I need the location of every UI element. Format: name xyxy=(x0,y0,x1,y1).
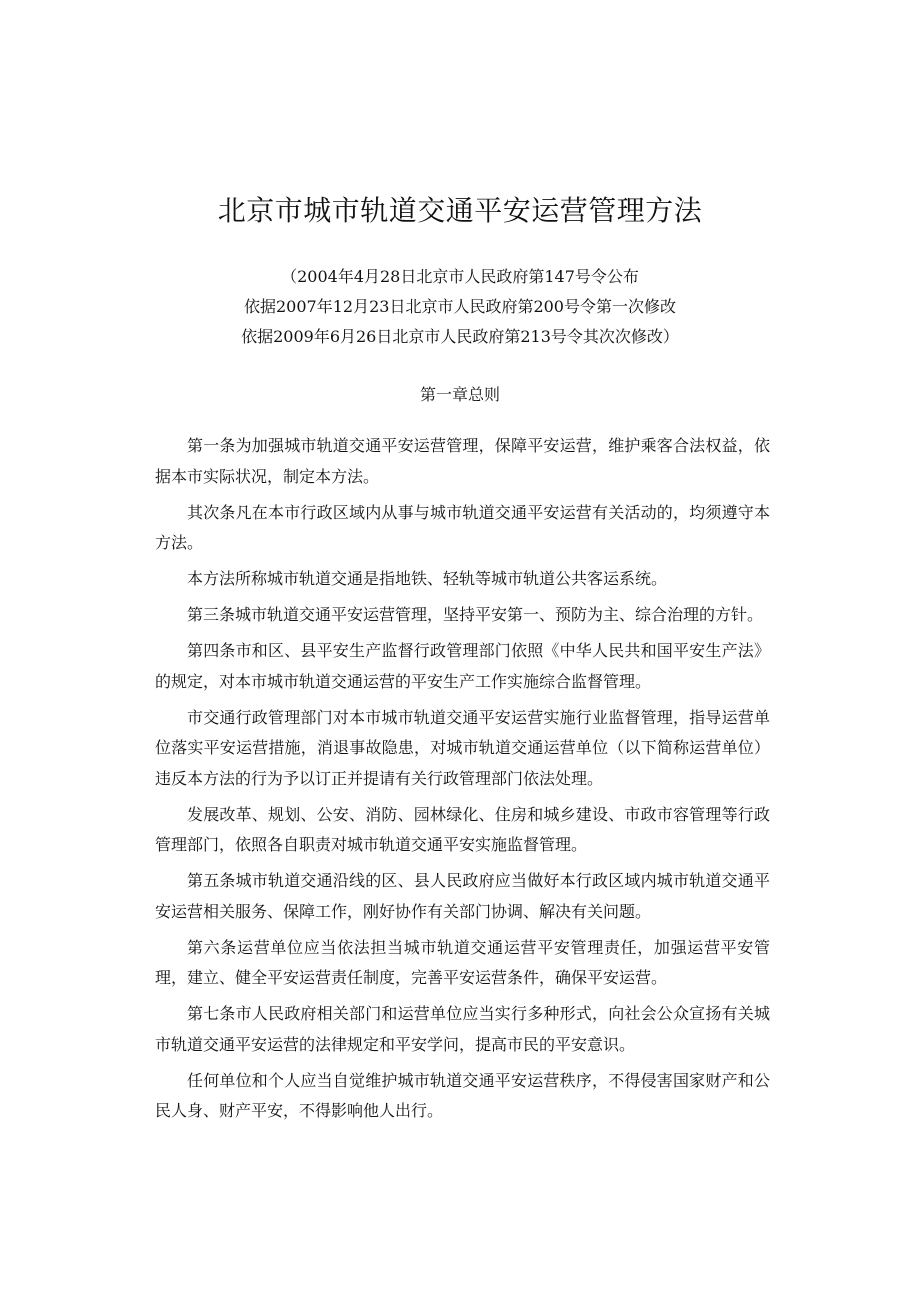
amendment-line-first: 依据2007年12月23日北京市人民政府第200号令第一次修改 xyxy=(244,297,676,316)
document-body xyxy=(155,431,770,1132)
article-4-paragraph-3: 发展改革、规划、公安、消防、园林绿化、住房和城乡建设、市政市容管理等行政管理部门，依照各自职责对城市轨道交通平安实施监督管理。 xyxy=(155,804,770,854)
article-2: 其次条凡在本市行政区域内从事与城市轨道交通平安运营有关活动的，均须遵守本方法。 xyxy=(155,502,770,552)
article-1: 第一条为加强城市轨道交通平安运营管理，保障平安运营，维护乘客合法权益，依据本市实际状况，制定本方法。 xyxy=(155,436,770,486)
promulgation-line: （2004年4月28日北京市人民政府第147号令公布 xyxy=(281,267,639,286)
article-3: 第三条城市轨道交通平安运营管理，坚持平安第一、预防为主、综合治理的方针。 xyxy=(187,605,764,624)
article-7: 第七条市人民政府相关部门和运营单位应当实行多种形式，向社会公众宣扬有关城市轨道交通平安运营的法律规定和平安学问，提高市民的平安意识。 xyxy=(155,1004,770,1054)
article-4-paragraph-2: 市交通行政管理部门对本市城市轨道交通平安运营实施行业监督管理，指导运营单位落实平安运营措施，消退事故隐患，对城市轨道交通运营单位（以下简称运营单位）违反本方法的行为予以订正并提请有关行政管理部门依法处理。 xyxy=(155,707,770,788)
document-title: 北京市城市轨道交通平安运营管理方法 xyxy=(217,194,703,227)
promulgation-note xyxy=(0,262,920,352)
article-2-definition: 本方法所称城市轨道交通是指地铁、轻轨等城市轨道公共客运系统。 xyxy=(187,569,668,588)
amendment-line-second: 依据2009年6月26日北京市人民政府第213号令其次次修改） xyxy=(241,327,679,346)
chapter-heading: 第一章总则 xyxy=(419,385,500,404)
article-5: 第五条城市轨道交通沿线的区、县人民政府应当做好本行政区域内城市轨道交通平安运营相关服务、保障工作，刚好协作有关部门协调、解决有关问题。 xyxy=(155,871,770,921)
article-6: 第六条运营单位应当依法担当城市轨道交通运营平安管理责任，加强运营平安管理，建立、健全平安运营责任制度，完善平安运营条件，确保平安运营。 xyxy=(155,937,770,987)
article-7-paragraph-2: 任何单位和个人应当自觉维护城市轨道交通平安运营秩序，不得侵害国家财产和公民人身、财产平安，不得影响他人出行。 xyxy=(155,1070,770,1120)
article-4: 第四条市和区、县平安生产监督行政管理部门依照《中华人民共和国平安生产法》的规定，对本市城市轨道交通运营的平安生产工作实施综合监督管理。 xyxy=(155,641,770,691)
